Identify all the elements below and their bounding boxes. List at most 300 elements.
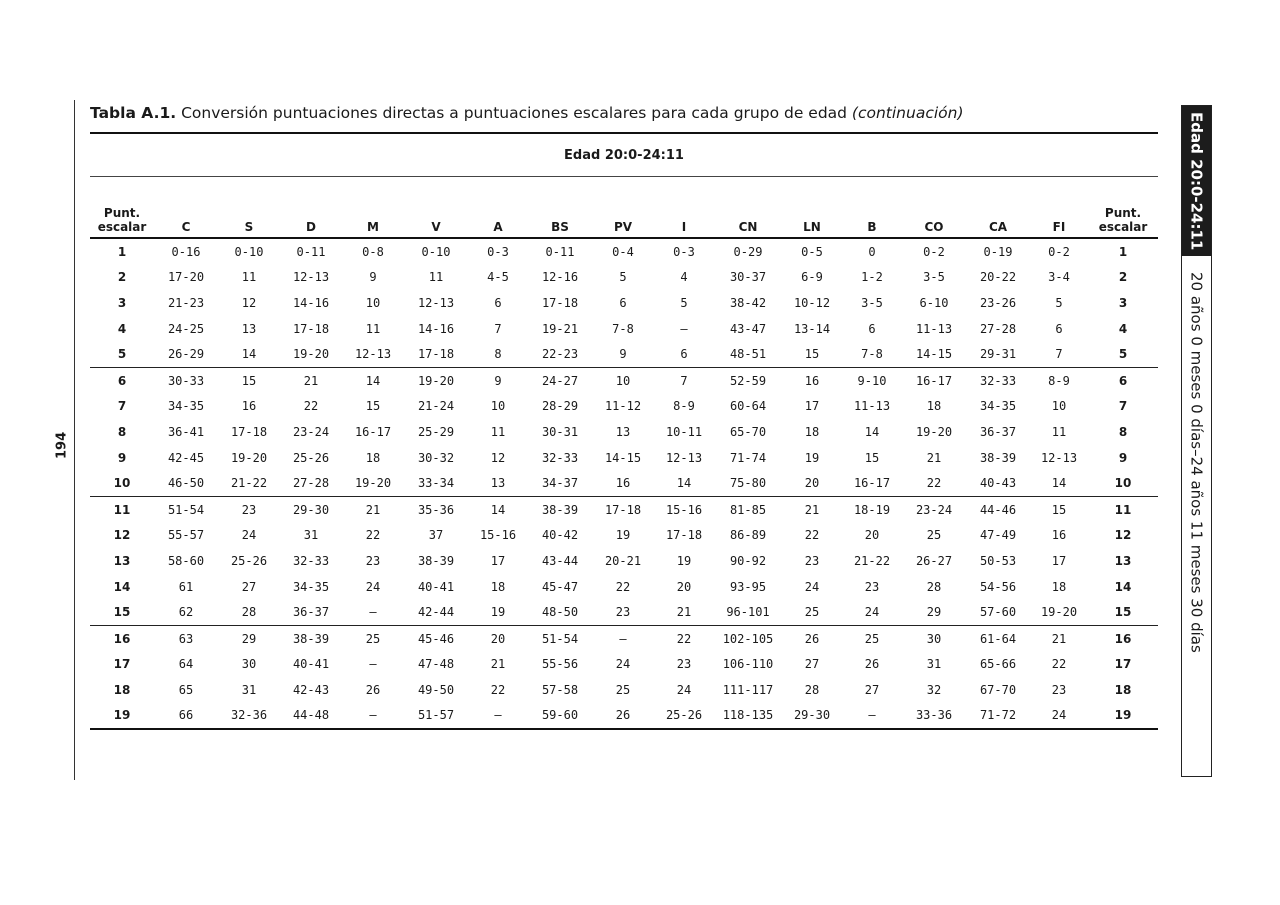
table-cell: 14-16 bbox=[292, 295, 330, 310]
table-cell: 28 bbox=[218, 599, 280, 625]
age-group-rule bbox=[90, 176, 1158, 177]
table-cell: 19-20 bbox=[417, 373, 455, 388]
table-cell: 10 bbox=[615, 373, 631, 388]
table-cell: 4 bbox=[680, 270, 688, 285]
table-cell: 0-10 bbox=[421, 244, 451, 259]
column-header bbox=[218, 192, 280, 238]
table-cell: 23 bbox=[241, 502, 257, 517]
table-row bbox=[90, 419, 1158, 445]
table-cell: 32 bbox=[926, 682, 942, 697]
table-cell: 29-30 bbox=[292, 502, 330, 517]
table-cell: 63 bbox=[178, 631, 194, 646]
table-cell: 22 bbox=[490, 682, 506, 697]
scaled-score-cell: 9 bbox=[117, 450, 127, 465]
table-cell: 25 bbox=[926, 528, 942, 543]
table-cell: 62 bbox=[154, 599, 218, 625]
table-cell: 12 bbox=[490, 450, 506, 465]
table-cell: 66 bbox=[154, 703, 218, 730]
table-cell: 13 bbox=[241, 321, 257, 336]
scaled-score-cell: 10 bbox=[1088, 470, 1158, 496]
table-cell: 32-33 bbox=[292, 553, 330, 568]
table-cell: 58-60 bbox=[167, 553, 205, 568]
table-cell: 51-57 bbox=[404, 703, 468, 730]
table-cell: 16-17 bbox=[842, 470, 902, 496]
table-row bbox=[90, 599, 1158, 625]
table-cell: 18 bbox=[804, 424, 820, 439]
table-cell: 47-48 bbox=[417, 657, 455, 672]
column-header-line2: I bbox=[681, 220, 687, 234]
scaled-score-cell: 5 bbox=[1088, 341, 1158, 367]
table-cell: – bbox=[842, 703, 902, 730]
table-cell: 50-53 bbox=[979, 553, 1017, 568]
column-header bbox=[280, 192, 342, 238]
table-cell: 20 bbox=[490, 631, 506, 646]
table-cell: 1-2 bbox=[861, 270, 883, 285]
table-cell: 33-34 bbox=[404, 470, 468, 496]
column-header bbox=[654, 192, 714, 238]
table-cell: 0-16 bbox=[171, 244, 201, 259]
table-cell: 42-45 bbox=[167, 450, 205, 465]
table-cell: 52-59 bbox=[729, 373, 767, 388]
table-cell: – bbox=[342, 703, 404, 730]
table-cell: 26 bbox=[365, 682, 381, 697]
column-header bbox=[1088, 192, 1158, 238]
table-cell: 21-24 bbox=[417, 399, 455, 414]
table-cell: 24 bbox=[1030, 703, 1088, 730]
table-cell: 65-66 bbox=[979, 657, 1017, 672]
column-header bbox=[342, 192, 404, 238]
table-cell: 20 bbox=[782, 470, 842, 496]
table-cell: 25 bbox=[782, 599, 842, 625]
table-cell: 25-29 bbox=[417, 424, 455, 439]
column-header-line2: escalar bbox=[97, 220, 147, 234]
table-row bbox=[90, 652, 1158, 678]
table-cell: 10 bbox=[365, 295, 381, 310]
scaled-score-cell: 3 bbox=[117, 295, 127, 310]
table-cell: 21 bbox=[926, 450, 942, 465]
table-cell: 12-13 bbox=[1040, 450, 1078, 465]
table-cell: 11-13 bbox=[915, 321, 953, 336]
table-cell: 14-15 bbox=[604, 450, 642, 465]
table-cell: 67-70 bbox=[979, 682, 1017, 697]
scaled-score-cell: 11 bbox=[1114, 502, 1132, 517]
table-cell: 24 bbox=[615, 657, 631, 672]
table-cell: 19-20 bbox=[1030, 599, 1088, 625]
scaled-score-cell: 6 bbox=[1118, 373, 1128, 388]
column-header bbox=[902, 192, 966, 238]
table-cell: 15 bbox=[241, 373, 257, 388]
table-cell: 6-9 bbox=[801, 270, 823, 285]
table-cell: 55-56 bbox=[541, 657, 579, 672]
table-cell: 16-17 bbox=[354, 424, 392, 439]
table-cell: 22 bbox=[615, 579, 631, 594]
table-cell: 38-39 bbox=[417, 553, 455, 568]
table-cell: 23 bbox=[365, 553, 381, 568]
table-cell: 18 bbox=[490, 579, 506, 594]
table-cell: 57-60 bbox=[966, 599, 1030, 625]
table-cell: 13-14 bbox=[793, 321, 831, 336]
column-header-line2: M bbox=[367, 220, 379, 234]
table-cell: 14 bbox=[365, 373, 381, 388]
table-cell: 12-13 bbox=[665, 450, 703, 465]
table-cell: 0-19 bbox=[983, 244, 1013, 259]
table-cell: 15-16 bbox=[479, 528, 517, 543]
scaled-score-cell: 1 bbox=[117, 244, 127, 259]
table-row bbox=[90, 703, 1158, 730]
scaled-score-cell: 13 bbox=[1114, 553, 1132, 568]
table-cell: 23 bbox=[676, 657, 692, 672]
table-cell: 55-57 bbox=[167, 528, 205, 543]
table-cell: 44-48 bbox=[280, 703, 342, 730]
scaled-score-cell: 4 bbox=[1118, 321, 1128, 336]
table-cell: 25-26 bbox=[230, 553, 268, 568]
table-cell: 46-50 bbox=[154, 470, 218, 496]
table-cell: 15 bbox=[782, 341, 842, 367]
table-cell: 29-30 bbox=[782, 703, 842, 730]
table-cell: 17-18 bbox=[541, 295, 579, 310]
table-cell: 81-85 bbox=[729, 502, 767, 517]
title-rule bbox=[90, 132, 1158, 134]
table-cell: 43-47 bbox=[729, 321, 767, 336]
column-header-line2: CA bbox=[988, 220, 1008, 234]
table-row bbox=[90, 625, 1158, 651]
table-cell: 7 bbox=[494, 321, 502, 336]
table-cell: 25-26 bbox=[292, 450, 330, 465]
table-cell: 6-10 bbox=[919, 295, 949, 310]
table-cell: 13 bbox=[615, 424, 631, 439]
table-cell: 9 bbox=[494, 373, 502, 388]
table-cell: 22 bbox=[1051, 657, 1067, 672]
column-header bbox=[154, 192, 218, 238]
table-cell: 28 bbox=[926, 579, 942, 594]
scaled-score-cell: 13 bbox=[113, 553, 131, 568]
table-row bbox=[90, 470, 1158, 496]
table-cell: 34-35 bbox=[292, 579, 330, 594]
table-cell: 19-21 bbox=[541, 321, 579, 336]
table-cell: 10 bbox=[490, 399, 506, 414]
table-title-label: Tabla A.1. bbox=[90, 104, 177, 122]
table-cell: 0 bbox=[868, 244, 876, 259]
table-cell: 43-44 bbox=[541, 553, 579, 568]
table-cell: 21 bbox=[303, 373, 319, 388]
table-cell: – bbox=[468, 703, 528, 730]
table-cell: 17-18 bbox=[404, 341, 468, 367]
table-cell: – bbox=[619, 631, 627, 646]
table-cell: 21 bbox=[1051, 631, 1067, 646]
table-cell: 31 bbox=[241, 682, 257, 697]
table-cell: 6 bbox=[868, 321, 876, 336]
table-cell: 11 bbox=[365, 321, 381, 336]
scaled-score-cell: 12 bbox=[1114, 528, 1132, 543]
column-header-line2: D bbox=[306, 220, 316, 234]
table-cell: 31 bbox=[303, 528, 319, 543]
table-cell: 14 bbox=[864, 424, 880, 439]
side-tab-age-range-full bbox=[1182, 272, 1211, 652]
table-cell: 8 bbox=[468, 341, 528, 367]
column-header-line2: C bbox=[181, 220, 191, 234]
table-cell: 22-23 bbox=[528, 341, 592, 367]
table-cell: 11 bbox=[490, 424, 506, 439]
table-cell: 64 bbox=[178, 657, 194, 672]
table-cell: 30-33 bbox=[167, 373, 205, 388]
table-row bbox=[90, 496, 1158, 522]
table-row bbox=[90, 548, 1158, 574]
side-tab-age-description: 20 años 0 meses 0 días–24 años 11 meses 30 días bbox=[1187, 272, 1206, 653]
table-title-continuation: (continuación) bbox=[851, 104, 964, 122]
scaled-score-cell: 2 bbox=[117, 270, 127, 285]
table-cell: 42-43 bbox=[292, 682, 330, 697]
scaled-score-cell: 17 bbox=[113, 657, 131, 672]
scaled-score-cell: 1 bbox=[1118, 244, 1128, 259]
table-cell: 34-35 bbox=[167, 399, 205, 414]
table-cell: 21-23 bbox=[167, 295, 205, 310]
table-cell: 26 bbox=[804, 631, 820, 646]
table-cell: 0-3 bbox=[487, 244, 509, 259]
table-cell: 21 bbox=[490, 657, 506, 672]
column-header bbox=[404, 192, 468, 238]
table-cell: 51-54 bbox=[541, 631, 579, 646]
table-cell: 24 bbox=[676, 682, 692, 697]
scaled-score-cell: 9 bbox=[1118, 450, 1128, 465]
table-cell: 17 bbox=[1051, 553, 1067, 568]
table-cell: 14 bbox=[490, 502, 506, 517]
table-cell: 32-33 bbox=[541, 450, 579, 465]
table-cell: 24 bbox=[842, 599, 902, 625]
table-row bbox=[90, 238, 1158, 265]
table-cell: 17-18 bbox=[665, 528, 703, 543]
table-cell: 14 bbox=[218, 341, 280, 367]
table-cell: 11 bbox=[1051, 424, 1067, 439]
table-cell: 12-13 bbox=[417, 295, 455, 310]
scaled-score-cell: 12 bbox=[113, 528, 131, 543]
table-body bbox=[90, 238, 1158, 729]
table-cell: 61 bbox=[178, 579, 194, 594]
side-tab-age-range-dark bbox=[1182, 106, 1211, 256]
table-cell: 29 bbox=[241, 631, 257, 646]
table-cell: 30-37 bbox=[729, 270, 767, 285]
table-cell: 19-20 bbox=[915, 424, 953, 439]
table-cell: 0-3 bbox=[673, 244, 695, 259]
table-cell: 47-49 bbox=[979, 528, 1017, 543]
table-cell: 45-46 bbox=[417, 631, 455, 646]
table-cell: 11-13 bbox=[853, 399, 891, 414]
table-cell: 17-18 bbox=[292, 321, 330, 336]
table-cell: 0-11 bbox=[296, 244, 326, 259]
table-cell: – bbox=[680, 321, 688, 336]
table-cell: 15 bbox=[864, 450, 880, 465]
table-cell: 21 bbox=[365, 502, 381, 517]
table-cell: 0-10 bbox=[234, 244, 264, 259]
table-row bbox=[90, 574, 1158, 600]
table-cell: 6 bbox=[619, 295, 627, 310]
side-tab-age-label: Edad 20:0-24:11 bbox=[1187, 111, 1206, 251]
table-cell: 23-26 bbox=[979, 295, 1017, 310]
table-cell: 65-70 bbox=[729, 424, 767, 439]
column-header bbox=[966, 192, 1030, 238]
table-cell: 22 bbox=[676, 631, 692, 646]
table-cell: 7 bbox=[1030, 341, 1088, 367]
table-cell: 38-39 bbox=[979, 450, 1017, 465]
table-cell: 14-15 bbox=[902, 341, 966, 367]
table-cell: 54-56 bbox=[979, 579, 1017, 594]
scaled-score-cell: 11 bbox=[113, 502, 131, 517]
table-cell: 32-36 bbox=[218, 703, 280, 730]
scaled-score-cell: 2 bbox=[1118, 270, 1128, 285]
table-cell: 0-11 bbox=[545, 244, 575, 259]
table-cell: 19-20 bbox=[280, 341, 342, 367]
scaled-score-cell: 8 bbox=[1118, 424, 1128, 439]
column-header-line1: Punt. bbox=[103, 206, 141, 220]
table-cell: 102-105 bbox=[722, 631, 774, 646]
table-cell: 6 bbox=[654, 341, 714, 367]
table-cell: 27 bbox=[864, 682, 880, 697]
table-cell: 3-5 bbox=[861, 295, 883, 310]
table-cell: 20-22 bbox=[979, 270, 1017, 285]
table-cell: 86-89 bbox=[729, 528, 767, 543]
table-cell: 65 bbox=[178, 682, 194, 697]
table-cell: 27-28 bbox=[979, 321, 1017, 336]
table-cell: 22 bbox=[365, 528, 381, 543]
table-cell: 6 bbox=[494, 295, 502, 310]
table-cell: 25 bbox=[615, 682, 631, 697]
scaled-score-cell: 14 bbox=[1114, 579, 1132, 594]
table-cell: 27 bbox=[804, 657, 820, 672]
table-row bbox=[90, 367, 1158, 393]
table-title bbox=[90, 104, 1090, 122]
table-cell: 42-44 bbox=[404, 599, 468, 625]
scaled-score-cell: 17 bbox=[1114, 657, 1132, 672]
table-row bbox=[90, 265, 1158, 291]
scaled-score-cell: 19 bbox=[90, 703, 154, 730]
table-cell: 25 bbox=[365, 631, 381, 646]
table-cell: 22 bbox=[303, 399, 319, 414]
table-cell: 25 bbox=[864, 631, 880, 646]
table-title-text: Conversión puntuaciones directas a puntuaciones escalares para cada grupo de edad bbox=[176, 104, 852, 122]
table-cell: 0-4 bbox=[612, 244, 634, 259]
scaled-score-cell: 4 bbox=[117, 321, 127, 336]
table-row bbox=[90, 677, 1158, 703]
table-cell: 10-12 bbox=[793, 295, 831, 310]
table-cell: 11-12 bbox=[604, 399, 642, 414]
table-cell: 17-20 bbox=[167, 270, 205, 285]
table-cell: 13 bbox=[468, 470, 528, 496]
table-cell: 36-41 bbox=[167, 424, 205, 439]
table-cell: 35-36 bbox=[417, 502, 455, 517]
table-cell: 3-5 bbox=[923, 270, 945, 285]
scaled-score-cell: 6 bbox=[117, 373, 127, 388]
table-cell: 24-27 bbox=[541, 373, 579, 388]
column-header-line2: B bbox=[867, 220, 877, 234]
table-cell: 60-64 bbox=[729, 399, 767, 414]
table-cell: 29 bbox=[902, 599, 966, 625]
table-cell: 31 bbox=[926, 657, 942, 672]
table-cell: 21 bbox=[654, 599, 714, 625]
table-row bbox=[90, 445, 1158, 471]
scaled-score-cell: 7 bbox=[117, 399, 127, 414]
scaled-score-cell: 18 bbox=[1114, 682, 1132, 697]
column-header bbox=[714, 192, 782, 238]
table-cell: 33-36 bbox=[902, 703, 966, 730]
table-cell: – bbox=[342, 599, 404, 625]
table-cell: 0-29 bbox=[733, 244, 763, 259]
left-margin-rule bbox=[74, 100, 75, 780]
table-cell: 29-31 bbox=[966, 341, 1030, 367]
table-cell: 27 bbox=[241, 579, 257, 594]
table-cell: 36-37 bbox=[280, 599, 342, 625]
table-row bbox=[90, 341, 1158, 367]
table-cell: 17-18 bbox=[604, 502, 642, 517]
table-cell: 17-18 bbox=[230, 424, 268, 439]
table-cell: 93-95 bbox=[729, 579, 767, 594]
table-cell: 21-22 bbox=[853, 553, 891, 568]
table-cell: 27-28 bbox=[280, 470, 342, 496]
scaled-score-cell: 3 bbox=[1118, 295, 1128, 310]
table-cell: 18 bbox=[1051, 579, 1067, 594]
table-cell: 32-33 bbox=[979, 373, 1017, 388]
table-cell: 40-41 bbox=[292, 657, 330, 672]
table-cell: 26 bbox=[592, 703, 654, 730]
table-cell: 45-47 bbox=[541, 579, 579, 594]
table-cell: 7-8 bbox=[842, 341, 902, 367]
column-header-line2: LN bbox=[803, 220, 821, 234]
table-cell: 14 bbox=[1030, 470, 1088, 496]
table-cell: 30 bbox=[926, 631, 942, 646]
table-cell: 49-50 bbox=[417, 682, 455, 697]
table-cell: 36-37 bbox=[979, 424, 1017, 439]
table-cell: 61-64 bbox=[979, 631, 1017, 646]
table-cell: 30 bbox=[241, 657, 257, 672]
table-cell: 17 bbox=[490, 553, 506, 568]
table-cell: 57-58 bbox=[541, 682, 579, 697]
table-cell: 26-29 bbox=[154, 341, 218, 367]
scaled-score-cell: 18 bbox=[113, 682, 131, 697]
table-cell: 22 bbox=[902, 470, 966, 496]
table-cell: 34-35 bbox=[979, 399, 1017, 414]
table-cell: 15-16 bbox=[665, 502, 703, 517]
table-cell: 20 bbox=[864, 528, 880, 543]
column-header-line2: FI bbox=[1052, 220, 1066, 234]
column-header bbox=[842, 192, 902, 238]
side-tab bbox=[1181, 105, 1212, 777]
table-cell: 11 bbox=[428, 270, 444, 285]
table-header-row bbox=[90, 192, 1158, 238]
column-header-line2: CO bbox=[924, 220, 944, 234]
table-cell: 48-50 bbox=[528, 599, 592, 625]
table-cell: 20-21 bbox=[604, 553, 642, 568]
table-cell: 38-42 bbox=[729, 295, 767, 310]
column-header bbox=[528, 192, 592, 238]
table-cell: 16 bbox=[804, 373, 820, 388]
table-cell: 16-17 bbox=[915, 373, 953, 388]
table-cell: 75-80 bbox=[714, 470, 782, 496]
table-cell: 23 bbox=[1051, 682, 1067, 697]
table-cell: 19 bbox=[615, 528, 631, 543]
table-row bbox=[90, 316, 1158, 342]
table-cell: 0-8 bbox=[362, 244, 384, 259]
table-cell: 26-27 bbox=[915, 553, 953, 568]
table-cell: 38-39 bbox=[541, 502, 579, 517]
column-header-line2: S bbox=[244, 220, 254, 234]
scaled-score-cell: 14 bbox=[113, 579, 131, 594]
column-header bbox=[782, 192, 842, 238]
table-cell: 34-37 bbox=[528, 470, 592, 496]
table-cell: 96-101 bbox=[714, 599, 782, 625]
scaled-score-cell: 10 bbox=[90, 470, 154, 496]
table-cell: 5 bbox=[619, 270, 627, 285]
table-cell: 23-24 bbox=[915, 502, 953, 517]
table-cell: 21-22 bbox=[218, 470, 280, 496]
table-cell: 23 bbox=[804, 553, 820, 568]
